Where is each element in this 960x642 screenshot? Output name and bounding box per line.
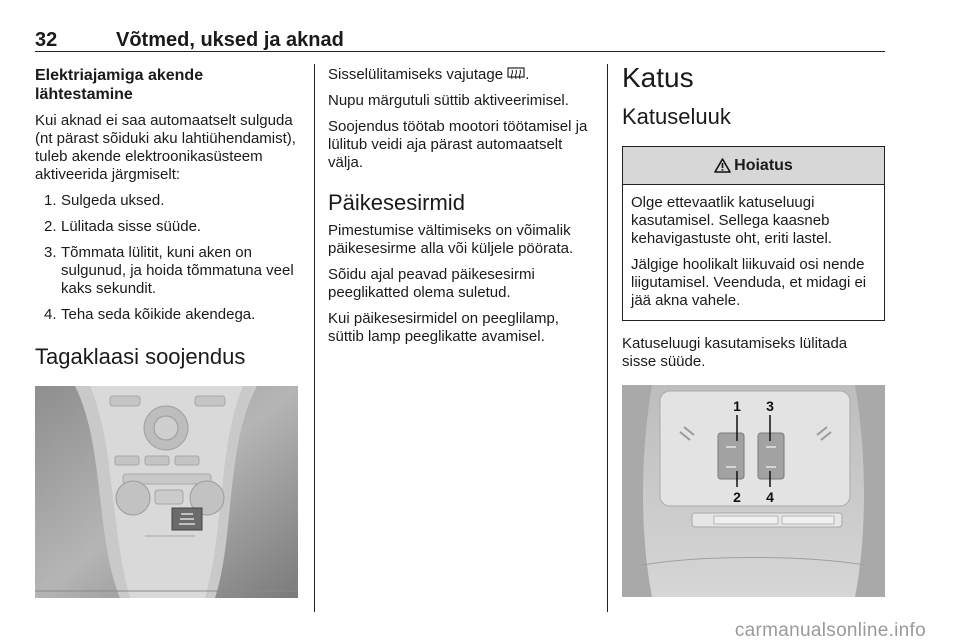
- window-reset-steps: [35, 192, 300, 324]
- warning-text-1: Olge ettevaatlik katuseluugi kasutamisel. Sellega kaasneb kehavigastuste oht, eriti lastel.: [631, 194, 832, 247]
- warning-text-2: Jälgige hoolikalt liikuvaid osi nende liigutamisel. Veenduda, et midagi ei jää akna vahele.: [631, 256, 867, 309]
- sunroof-switch-illustration: [622, 385, 885, 597]
- window-reset-heading: Elektriajamiga akende lähtestamine: [35, 67, 204, 103]
- roof-heading: Katus: [622, 62, 694, 93]
- column-left: [35, 66, 300, 598]
- sun-visor-text-3: Kui päikesesirmidel on peeglilamp, süttib lamp peeglikatte avamisel.: [328, 310, 559, 345]
- chapter-title: Võtmed, uksed ja aknad: [116, 29, 344, 51]
- column-divider-left: [314, 64, 315, 612]
- page-number: 32: [35, 29, 58, 51]
- center-console-illustration: [35, 386, 298, 598]
- rear-window-heating-heading: Tagaklaasi soojendus: [35, 344, 246, 369]
- watermark: carmanualsonline.info: [734, 620, 926, 641]
- callout-1: 1: [733, 398, 741, 414]
- sunroof-heading: Katuseluuk: [622, 104, 731, 129]
- warning-title: Hoiatus: [734, 156, 793, 174]
- indicator-text: Nupu märgutuli süttib aktiveerimisel.: [328, 92, 569, 109]
- column-divider-right: [607, 64, 608, 612]
- list-item: 4. Teha seda kõikide akendega.: [44, 306, 256, 323]
- sun-visor-text-2: Sõidu ajal peavad päikesesirmi peeglikatted olema suletud.: [328, 266, 535, 301]
- callout-3: 3: [766, 398, 774, 414]
- warning-header: [623, 147, 884, 185]
- list-item: 1. Sulgeda uksed.: [44, 192, 165, 209]
- sun-visor-text-1: Pimestumise vältimiseks on võimalik päikesesirme alla või küljele pöörata.: [328, 222, 574, 257]
- callout-2: 2: [733, 489, 741, 505]
- page-header: [35, 29, 885, 52]
- rear-defroster-icon: [507, 67, 525, 81]
- column-middle: [328, 66, 593, 354]
- callout-4: 4: [766, 489, 774, 505]
- list-item: 2. Lülitada sisse süüde.: [44, 218, 202, 235]
- sunroof-instruction: Katuseluugi kasutamiseks lülitada sisse süüde.: [622, 335, 848, 370]
- list-item: 3. Tõmmata lülitit, kuni aken on sulgunud, ja hoida tõmmatuna veel kaks sekundit.: [44, 244, 294, 297]
- defroster-instruction: Sisselülitamiseks vajutage .: [328, 66, 530, 83]
- warning-box: [622, 146, 885, 321]
- column-right: [622, 62, 885, 597]
- warning-triangle-icon: [714, 158, 731, 173]
- warning-body: [623, 185, 884, 320]
- sun-visors-heading: Päikesesirmid: [328, 190, 465, 215]
- heating-duration-text: Soojendus töötab mootori töötamisel ja lülitub veidi aja pärast automaatselt välja.: [328, 118, 588, 171]
- window-reset-intro: Kui aknad ei saa automaatselt sulguda (nt pärast sõiduki aku lahtiühendamist), tuleb akende elektroonikasüsteem aktiveerida järgmiselt:: [35, 112, 296, 183]
